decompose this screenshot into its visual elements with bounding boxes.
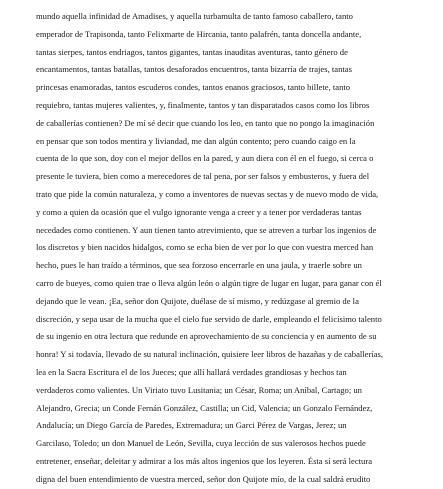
text-line: Garcilaso, Toledo; un don Manuel de León, Sevilla, cuya lección de sus valerosos hechos puede: [36, 438, 366, 449]
text-line: honra! Y si todavía, llevado de su natural inclinación, quisiere leer libros de hazañas y de caballerías,: [36, 349, 384, 360]
text-line: lea en la Sacra Escritura el de los Jueces; que allí hallará verdades grandiosas y hechos tan: [36, 366, 347, 377]
text-line: princesas enamoradas, tantos escuderos condes, tantos enanos graciosos, tanto billete, tanto: [36, 82, 351, 93]
text-line: tantas sierpes, tantos endriagos, tantos gigantes, tantas inauditas aventuras, tanto género de: [36, 46, 348, 57]
text-line: los discretos y bien nacidos hidalgos, como se echa bien de ver por lo que con vuestra merced han: [36, 242, 374, 253]
text-line: necedades como contienen. Y aun tienen tanto atrevimiento, que se atreven a turbar los ingenios de: [36, 224, 377, 235]
text-line: presente le tuviera, bien como a merecedores de tal pena, por ser falsos y embusteros, y fuera del: [36, 171, 370, 182]
body-text: [36, 8, 438, 489]
text-line: y como a quien da ocasión que el vulgo ignorante venga a creer y a tener por verdaderas tantas: [36, 206, 362, 217]
text-line: Alejandro, Grecia; un Conde Fernán González, Castilla; un Cid, Valencia; un Gonzalo Fernández,: [36, 402, 373, 413]
text-line: hecho, pues le han traído a términos, que sea forzoso encerrarle en una jaula, y traerle sobre un: [36, 260, 362, 271]
text-line: Andalucía; un Diego García de Paredes, Extremadura; un Garci Pérez de Vargas, Jerez; un: [36, 420, 347, 431]
text-line: requiebro, tantas mujeres valientes, y, finalmente, tantos y tan disparatados casos como los libros: [36, 99, 370, 110]
text-line: entretener, enseñar, deleitar y admirar a los más altos ingenios que los leyeren. Ésta sí será lectura: [36, 455, 373, 466]
text-line: verdaderos como valientes. Un Viriato tuvo Lusitania; un César, Roma; un Aníbal, Cartago; un: [36, 384, 362, 395]
text-line: dejando que le vean. ¡Ea, señor don Quijote, duélase de sí mismo, y redúzgase al gremio de la: [36, 295, 359, 306]
text-line: carro de bueyes, como quien trae o lleva algún león o algún tigre de lugar en lugar, para ganar con él: [36, 277, 382, 288]
text-line: trato que pide la común naturaleza, y como a inventores de nuevas sectas y de nuevo modo de vida,: [36, 188, 379, 199]
text-line: digna del buen entendimiento de vuestra merced, señor don Quijote mío, de la cual saldrá erudito: [36, 473, 371, 484]
text-line: discreción, y sepa usar de la mucha que el cielo fue servido de darle, empleando el felicísimo talento: [36, 313, 382, 324]
text-line: emperador de Trapisonda, tanto Felixmarte de Hircania, tanto palafrén, tanta doncella andante,: [36, 28, 362, 39]
text-line: de caballerías contienen? De mí sé decir que cuando los leo, en tanto que no pongo la imaginación: [36, 117, 375, 128]
text-line: encantamentos, tantas batallas, tantos desaforados encuentros, tanta bizarría de trajes, tantas: [36, 64, 352, 75]
text-line: mundo aquella infinidad de Amadises, y aquella turbamulta de tanto famoso caballero, tanto: [36, 11, 353, 21]
text-line: cuenta de lo que son, doy con el mejor dellos en la pared, y aun diera con él en el fuego, si cerca o: [36, 153, 374, 164]
text-line: de su ingenio en otra lectura que redunde en aprovechamiento de su conciencia y en aumento de su: [36, 331, 377, 342]
text-line: en pensar que son todos mentira y liviandad, me dan algún contento; pero cuando caigo en la: [36, 135, 356, 146]
